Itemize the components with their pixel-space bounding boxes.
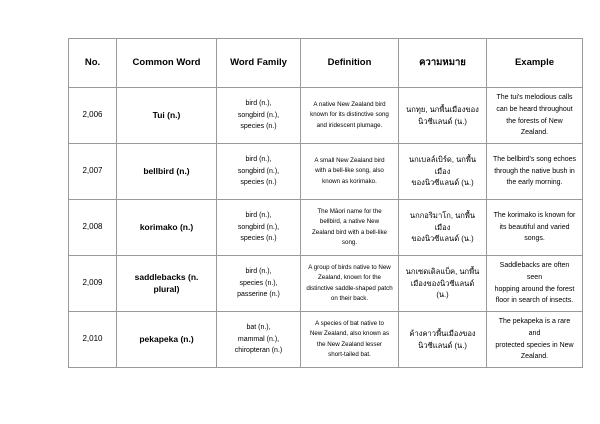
cell-meaning-thai — [399, 200, 487, 256]
family-line: passerine (n.) — [237, 291, 280, 299]
cell-definition — [301, 88, 399, 144]
definition-line: short-tailed bat. — [328, 350, 371, 358]
example-line: its beautiful and varied — [499, 223, 570, 231]
example-line: The bellbird's song echoes — [492, 156, 577, 164]
family-line: chiropteran (n.) — [234, 347, 283, 355]
cell-word-family — [217, 312, 301, 368]
thai-line: นกทุย, นกพื้นเมืองของ — [406, 104, 479, 114]
cell-definition — [301, 256, 399, 312]
cell-common-word: Tui (n.) — [117, 88, 217, 144]
example-line: can be heard throughout — [496, 105, 573, 113]
definition-line: A small New Zealand bird — [314, 157, 385, 165]
cell-word-family — [217, 256, 301, 312]
column-header-common-word: Common Word — [117, 39, 217, 88]
table-row — [69, 144, 583, 200]
cell-definition — [301, 312, 399, 368]
column-header-no: No. — [69, 39, 117, 88]
definition-line: Zealand bird with a bell-like — [312, 228, 387, 236]
definition-line: New Zealand, also known as — [309, 330, 390, 338]
cell-no: 2,007 — [69, 144, 117, 200]
cell-no: 2,009 — [69, 256, 117, 312]
thai-line: ของนิวซีแลนด์ (น.) — [411, 178, 474, 188]
thai-line: เมืองของนิวซีแลนด์ (น.) — [410, 278, 475, 300]
example-line: protected species in New — [495, 341, 574, 349]
vocabulary-table — [68, 38, 583, 368]
thai-line: นกเบลล์เบิร์ด, นกพื้นเมือง — [408, 154, 477, 176]
cell-common-word: bellbird (n.) — [117, 144, 217, 200]
family-line: species (n.) — [240, 235, 277, 243]
column-header-example: Example — [487, 39, 583, 88]
definition-line: song. — [341, 238, 358, 246]
definition-line: with a bell-like song, also — [315, 167, 384, 175]
family-line: songbird (n.), — [237, 167, 280, 175]
cell-no: 2,010 — [69, 312, 117, 368]
cell-word-family — [217, 144, 301, 200]
thai-line: นกเซดเดิลแบ็ค, นกพื้น — [405, 266, 480, 276]
cell-meaning-thai — [399, 144, 487, 200]
table-row — [69, 312, 583, 368]
family-line: bird (n.), — [245, 99, 272, 107]
definition-line: and iridescent plumage. — [316, 121, 383, 129]
family-line: mammal (n.), — [237, 335, 280, 343]
cell-meaning-thai — [399, 312, 487, 368]
example-line: hopping around the forest — [494, 285, 575, 293]
definition-line: A species of bat native to — [315, 320, 384, 328]
table-row — [69, 200, 583, 256]
example-line: the early morning. — [506, 179, 563, 187]
cell-definition — [301, 200, 399, 256]
cell-example — [487, 256, 583, 312]
thai-line: ของนิวซีแลนด์ (น.) — [411, 234, 474, 244]
example-line: floor in search of insects. — [495, 297, 574, 305]
cell-example — [487, 200, 583, 256]
example-line: the forests of New Zealand. — [506, 117, 563, 137]
example-line: The korimako is known for — [493, 212, 576, 220]
cell-meaning-thai — [399, 256, 487, 312]
definition-line: Zealand, known for the — [318, 274, 381, 282]
cell-word-family — [217, 200, 301, 256]
table-row — [69, 88, 583, 144]
thai-line: นิวซีแลนด์ (น.) — [418, 340, 467, 350]
definition-line: A group of birds native to New — [308, 264, 391, 272]
example-line: songs. — [524, 235, 545, 243]
cell-no: 2,006 — [69, 88, 117, 144]
definition-line: bellbird, a native New — [319, 218, 380, 226]
family-line: bat (n.), — [246, 323, 271, 331]
example-line: The pekapeka is a rare and — [498, 318, 571, 337]
family-line: species (n.), — [239, 279, 278, 287]
thai-line: นกกอริมาโก, นกพื้นเมือง — [409, 210, 476, 232]
example-line: The tui's melodious calls — [496, 94, 573, 102]
table-row — [69, 256, 583, 312]
column-header-definition: Definition — [301, 39, 399, 88]
definition-line: The Māori name for the — [317, 208, 382, 216]
definition-line: distinctive saddle-shaped patch — [306, 284, 393, 292]
table-header — [69, 39, 583, 88]
cell-common-word: pekapeka (n.) — [117, 312, 217, 368]
example-line: through the native bush in — [494, 167, 575, 175]
example-line: Zealand. — [520, 353, 549, 361]
family-line: songbird (n.), — [237, 223, 280, 231]
family-line: bird (n.), — [245, 155, 272, 163]
definition-line: A native New Zealand bird — [313, 101, 386, 109]
definition-line: the New Zealand lesser — [316, 340, 382, 348]
family-line: species (n.) — [240, 123, 277, 131]
thai-line: ค้างคาวพื้นเมืองของ — [409, 328, 476, 338]
definition-line: known for its distinctive song — [310, 111, 389, 119]
cell-example — [487, 312, 583, 368]
cell-common-word: korimako (n.) — [117, 200, 217, 256]
cell-definition — [301, 144, 399, 200]
cell-no: 2,008 — [69, 200, 117, 256]
cell-meaning-thai — [399, 88, 487, 144]
family-line: bird (n.), — [245, 267, 272, 275]
column-header-meaning-thai: ความหมาย — [399, 39, 487, 88]
definition-line: known as korimako. — [322, 177, 377, 185]
table-body — [69, 88, 583, 368]
family-line: species (n.) — [240, 179, 277, 187]
thai-line: นิวซีแลนด์ (น.) — [418, 116, 467, 126]
cell-word-family — [217, 88, 301, 144]
cell-example — [487, 144, 583, 200]
column-header-word-family: Word Family — [217, 39, 301, 88]
example-line: Saddlebacks are often seen — [499, 262, 570, 281]
header-row — [69, 39, 583, 88]
family-line: bird (n.), — [245, 211, 272, 219]
definition-line: on their back. — [330, 294, 369, 302]
family-line: songbird (n.), — [237, 111, 280, 119]
cell-common-word: saddlebacks (n. plural) — [117, 256, 217, 312]
cell-example — [487, 88, 583, 144]
